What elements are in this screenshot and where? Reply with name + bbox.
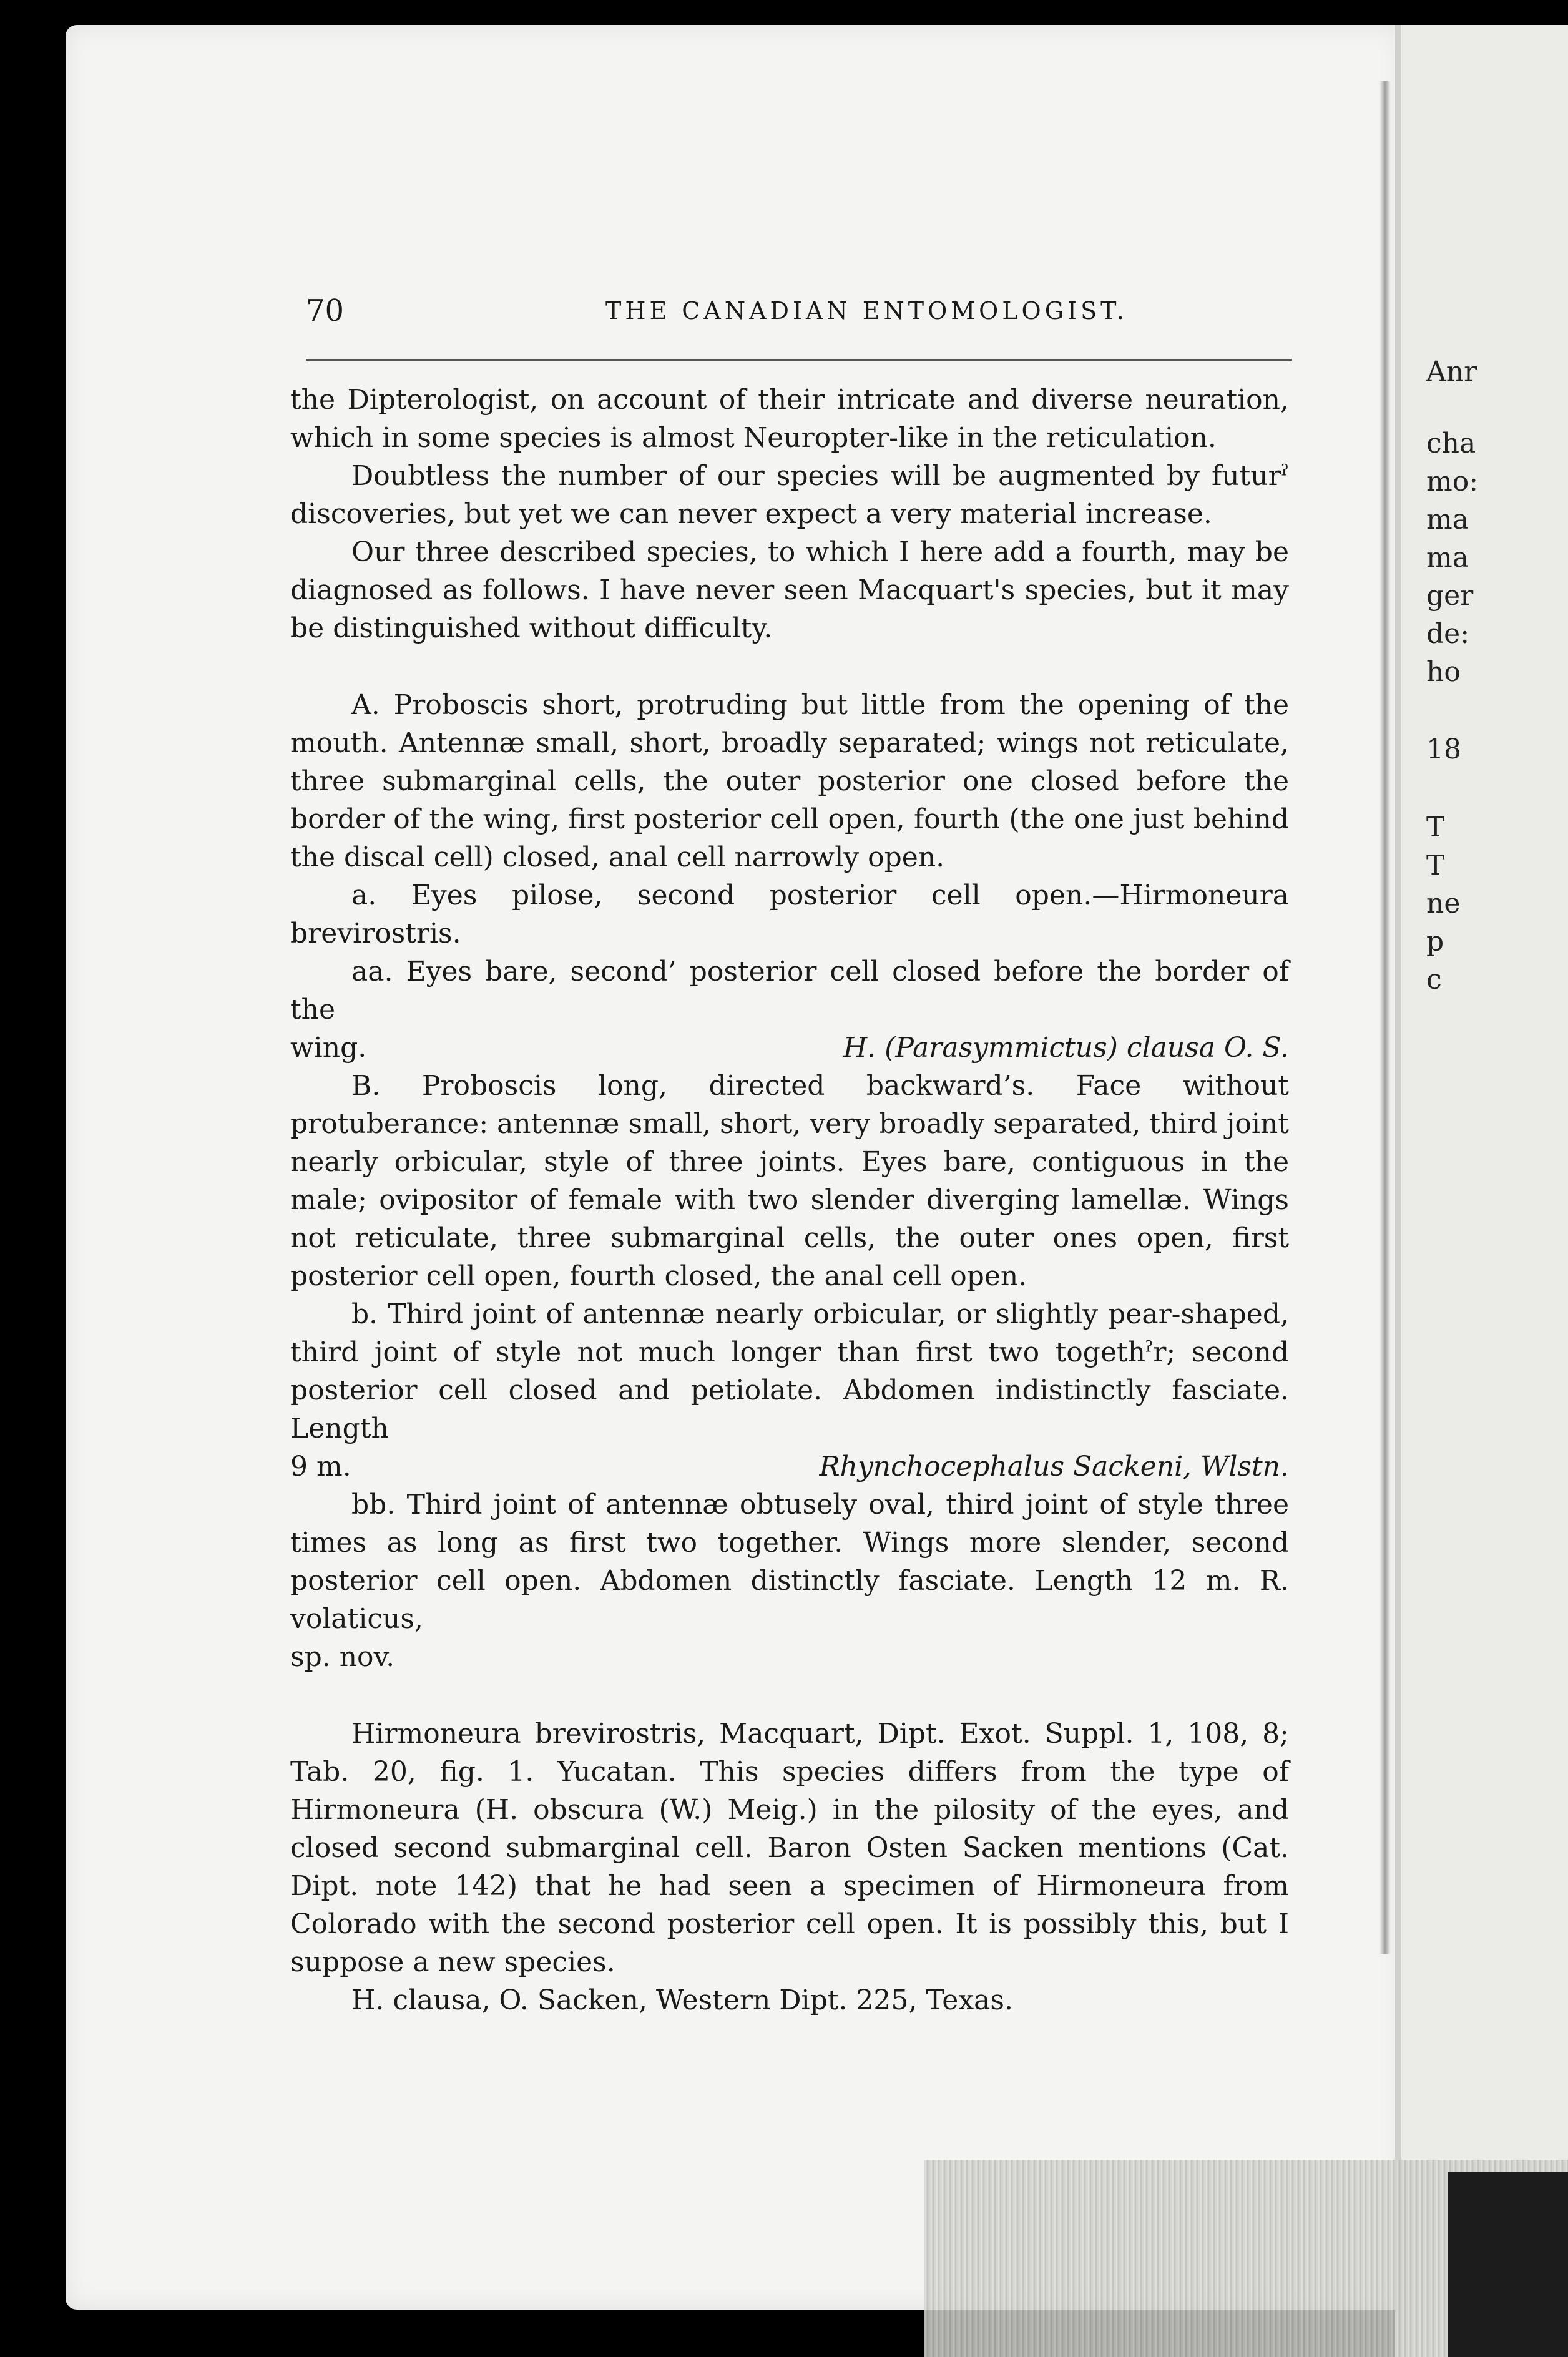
facing-text-line: ho xyxy=(1426,656,1461,688)
facing-text-line: ger xyxy=(1426,580,1474,612)
intro-paragraph: the Dipterologist, on account of their intricate and diverse neuration, which in some species is almost Neuropter-like in the reticulation. xyxy=(290,384,1289,454)
key-entry-aa-end xyxy=(290,1029,1289,1067)
intro-paragraph: Our three described species, to which I here add a fourth, may be diagnosed as follows. I have never seen Macquart's species, but it may be distinguished without difficulty. xyxy=(290,536,1289,644)
facing-text-line: cha xyxy=(1426,428,1476,459)
species-name-clausa: H. (Parasymmictus) clausa O. S. xyxy=(843,1032,1289,1064)
spacer xyxy=(290,1676,1289,1715)
key-entry-b-tail: 9 m. xyxy=(290,1451,351,1482)
intro-paragraph: Doubtless the number of our species will be augmented by futurˀ discoveries, but yet we can never expect a very material increase. xyxy=(290,460,1289,530)
scan-shadow xyxy=(1448,2172,1568,2357)
running-head xyxy=(306,293,1292,331)
facing-text-line: mo: xyxy=(1426,466,1479,497)
facing-page xyxy=(1395,25,1568,2357)
reference-brevirostris: Hirmoneura brevirostris, Macquart, Dipt. Exot. Suppl. 1, 108, 8; Tab. 20, fig. 1. Yucatan. This species differs from the type of Hirmoneura (H. obscura (W.) Meig.) in the pilosity of the eyes, and closed second submarginal cell. Baron Osten Sacken mentions (Cat. Dipt. note 142) that he had seen a specimen of Hirmoneura from Colorado with the second posterior cell open. It is possibly this, but I suppose a new species. xyxy=(290,1718,1289,1978)
key-entry-bb-end: sp. nov. xyxy=(290,1641,395,1673)
species-name-sackeni: Rhynchocephalus Sackeni, Wlstn. xyxy=(819,1451,1289,1482)
journal-title: THE CANADIAN ENTOMOLOGIST. xyxy=(605,297,1128,325)
page-number: 70 xyxy=(306,293,345,328)
key-entry-a: a. Eyes pilose, second posterior cell open.—Hirmoneura brevirostris. xyxy=(290,880,1289,949)
facing-text-line: ne xyxy=(1426,888,1461,919)
page-body xyxy=(290,381,1289,2019)
facing-text-line: T xyxy=(1426,811,1445,843)
facing-text-line: p xyxy=(1426,926,1444,958)
facing-text-line: 18 xyxy=(1426,733,1461,765)
key-entry-aa-tail: wing. xyxy=(290,1032,367,1064)
facing-text-line: T xyxy=(1426,850,1445,881)
reference-clausa: H. clausa, O. Sacken, Western Dipt. 225, Texas. xyxy=(351,1984,1013,2016)
key-entry-B: B. Proboscis long, directed backward’s. Face without protuberance: antennæ small, short, very broadly separated, third joint nearly orbicular, style of three joints. Eyes bare, contiguous in the male; ovipositor of female with two slender diverging lamellæ. Wings not reticulate, three submarginal cells, the outer ones open, first posterior cell open, fourth closed, the anal cell open. xyxy=(290,1070,1289,1292)
key-entry-A: A. Proboscis short, protruding but little from the opening of the mouth. Antennæ small, short, broadly separated; wings not reticulate, three submarginal cells, the outer posterior one closed before the border of the wing, first posterior cell open, fourth (the one just behind the discal cell) closed, anal cell narrowly open. xyxy=(290,689,1289,873)
header-rule xyxy=(306,359,1292,361)
key-entry-bb: bb. Third joint of antennæ obtusely oval, third joint of style three times as long as first two together. Wings more slender, second posterior cell open. Abdomen distinctly fasciate. Length 12 m. R. volaticus, xyxy=(290,1489,1289,1635)
spacer xyxy=(290,647,1289,686)
facing-text-line: ma xyxy=(1426,504,1469,536)
key-entry-b: b. Third joint of antennæ nearly orbicular, or slightly pear-shaped, third joint of style not much longer than first two togethˀr; second posterior cell closed and petiolate. Abdomen indistinctly fasciate. Length xyxy=(290,1298,1289,1444)
facing-text-line: de: xyxy=(1426,618,1470,650)
key-entry-b-end xyxy=(290,1448,1289,1486)
facing-text-line: ma xyxy=(1426,542,1469,574)
facing-text-line: c xyxy=(1426,964,1442,996)
key-entry-aa: aa. Eyes bare, second’ posterior cell closed before the border of the xyxy=(290,956,1289,1026)
page-fold-shadow xyxy=(1379,81,1391,1954)
facing-text-line: Anr xyxy=(1426,356,1477,388)
